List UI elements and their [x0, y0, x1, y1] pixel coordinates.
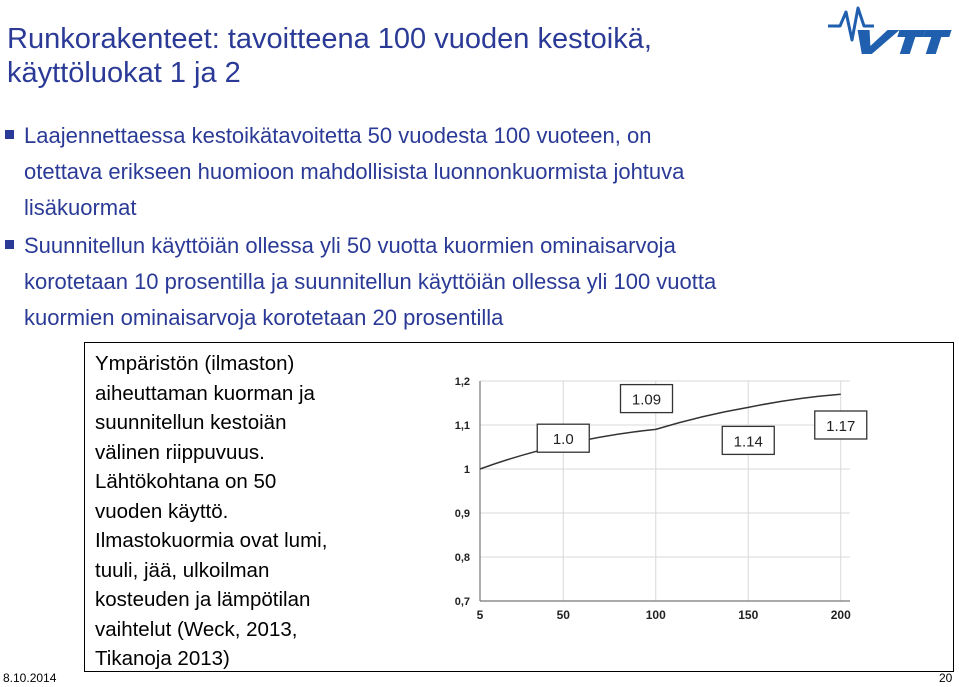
bullet-line: lisäkuormat [24, 195, 137, 220]
x-tick-label: 200 [830, 608, 851, 622]
caption-line: suunnitellun kestoiän [95, 411, 287, 434]
slide-title [7, 22, 807, 90]
x-tick-label: 150 [738, 608, 759, 622]
bullet-list [0, 118, 860, 338]
caption-line: vuoden käyttö. [95, 499, 229, 523]
x-tick-label: 50 [556, 608, 570, 622]
figure-caption [95, 349, 395, 674]
title-line-1: Runkorakenteet: tavoitteena 100 vuoden kestoikä, [7, 23, 652, 55]
y-tick-label: 1,2 [454, 376, 470, 388]
annotation-label: 1.0 [552, 431, 574, 449]
y-tick-label: 1 [463, 464, 470, 476]
title-line-2: käyttöluokat 1 ja 2 [7, 57, 241, 89]
bullet-line: korotetaan 10 prosentilla ja suunnitellun käyttöiän ollessa yli 100 vuotta [24, 269, 717, 294]
caption-line: välinen riippuvuus. [95, 440, 265, 464]
bullet-square-icon [5, 240, 14, 249]
annotation-label: 1.14 [733, 433, 763, 451]
footer-date: 8.10.2014 [3, 671, 57, 685]
bullet-square-icon [5, 130, 14, 139]
caption-line: vaihtelut (Weck, 2013, [95, 617, 298, 641]
bullet-item-2 [0, 228, 860, 336]
vtt-logo [826, 4, 954, 56]
caption-line: Tikanoja 2013) [95, 647, 230, 670]
bullet-line: otettava erikseen huomioon mahdollisista luonnonkuormista johtuva [24, 159, 685, 184]
caption-line: aiheuttaman kuorman ja [95, 381, 315, 405]
y-tick-label: 0,9 [454, 508, 470, 520]
bullet-item-1 [0, 118, 860, 226]
y-tick-label: 0,7 [454, 596, 470, 608]
caption-line: tuuli, jää, ulkoilman [95, 558, 270, 582]
bullet-line: Laajennettaessa kestoikätavoitetta 50 vuodesta 100 vuoteen, on [24, 123, 652, 148]
y-tick-label: 0,8 [454, 552, 470, 564]
x-tick-label: 100 [645, 608, 666, 622]
annotation-label: 1.09 [631, 391, 662, 409]
annotation-label: 1.17 [826, 418, 856, 435]
load-factor-chart [430, 361, 870, 631]
figure-box [84, 342, 954, 672]
bullet-line: Suunnitellun käyttöiän ollessa yli 50 vuotta kuormien ominaisarvoja [24, 233, 676, 258]
page-number: 20 [939, 671, 953, 685]
caption-line: Ilmastokuormia ovat lumi, [95, 529, 328, 552]
y-tick-label: 1,1 [454, 420, 470, 432]
caption-line: Lähtökohtana on 50 [95, 470, 277, 493]
bullet-line: kuormien ominaisarvoja korotetaan 20 prosentilla [24, 305, 504, 330]
caption-line: kosteuden ja lämpötilan [95, 588, 311, 611]
caption-line: Ympäristön (ilmaston) [95, 352, 295, 375]
x-tick-label: 5 [476, 608, 484, 622]
